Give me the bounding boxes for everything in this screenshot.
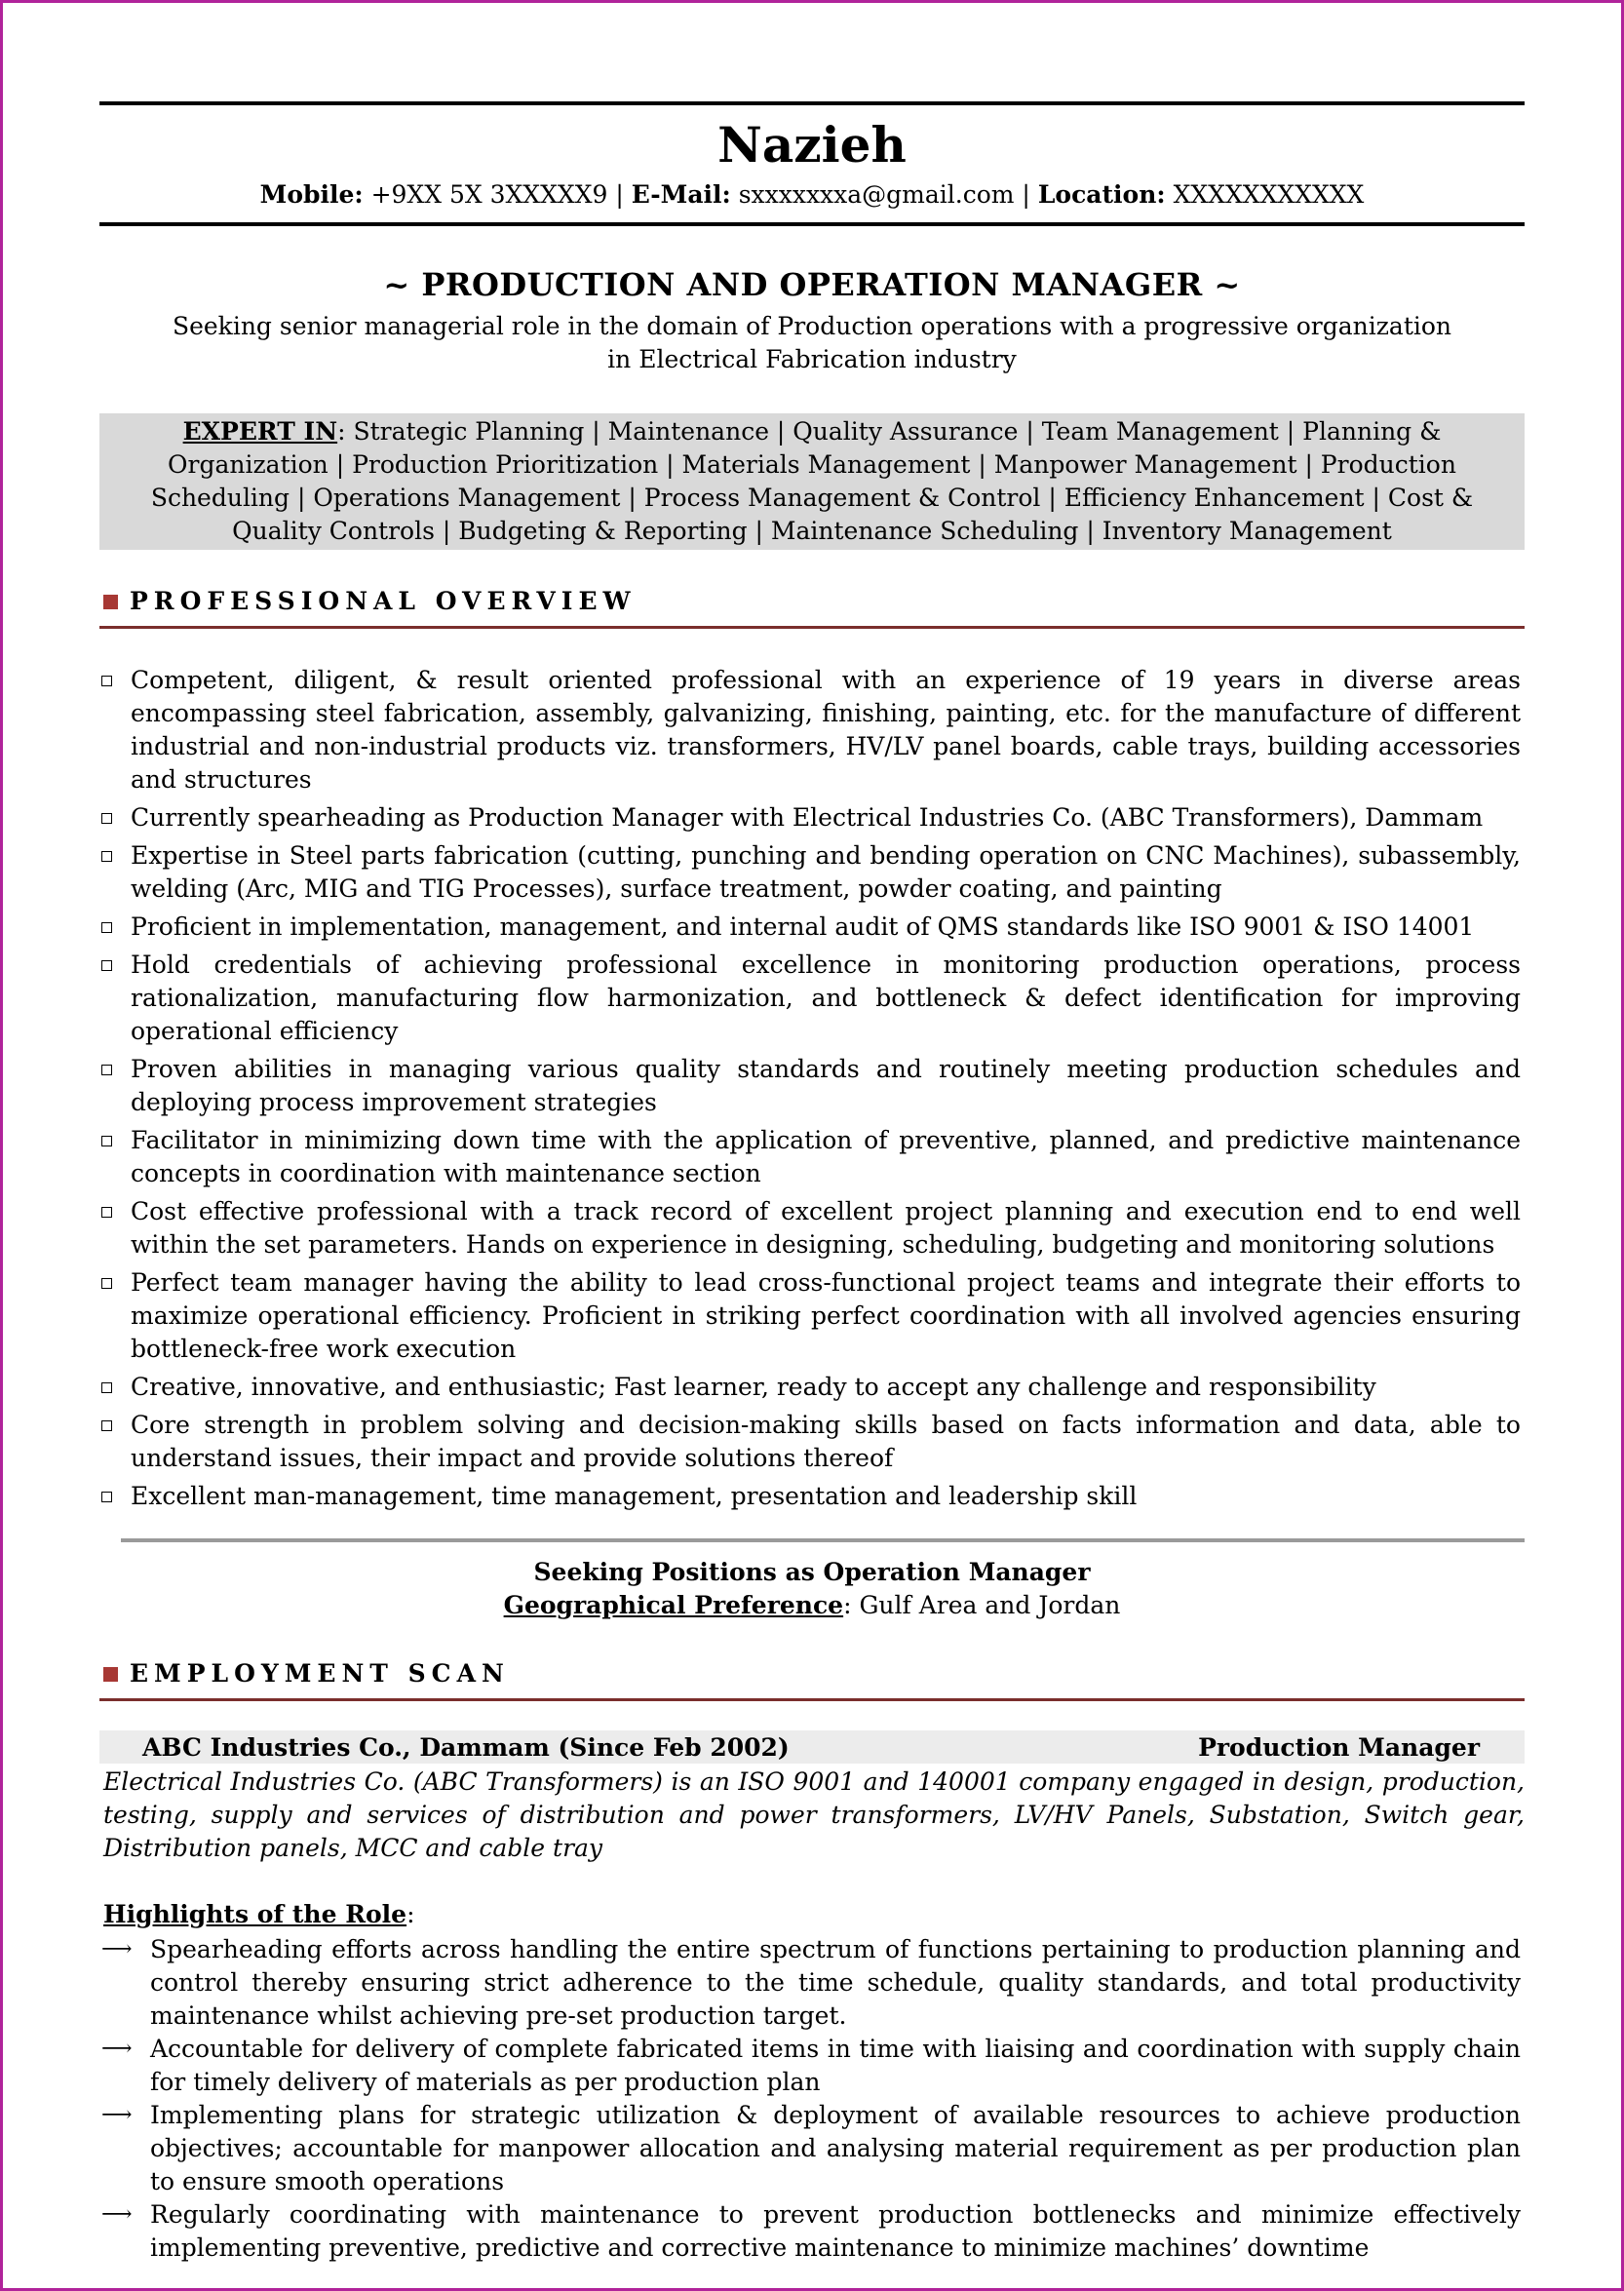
email-label: E-Mail: <box>631 180 731 209</box>
arrow-bullet-icon: ⟶ <box>101 1937 133 1961</box>
expert-in-box: EXPERT IN: Strategic Planning | Maintenance | Quality Assurance | Team Management | Planning & Organization | Production Prioritization | Materials Management | Manpower Management | Production Scheduling | Operations Management | Process Management & Control | Efficiency Enhancement | Cost & Quality Controls | Budgeting & Reporting | Maintenance Scheduling | Inventory Management <box>99 413 1525 550</box>
mobile-label: Mobile: <box>259 180 364 209</box>
section-square-icon <box>103 595 118 609</box>
mobile-value: +9XX 5X 3XXXXX9 <box>370 180 608 209</box>
geo-label: Geographical Preference <box>503 1591 844 1619</box>
square-bullet-icon <box>101 813 112 824</box>
list-item <box>121 801 1521 835</box>
list-item-text: Currently spearheading as Production Manager with Electrical Industries Co. (ABC Transformers), Dammam <box>131 803 1484 832</box>
job-row <box>99 1730 1525 1764</box>
square-bullet-icon <box>101 676 112 686</box>
list-item-text: Competent, diligent, & result oriented professional with an experience of 19 years in diverse areas encompassing steel fabrication, assembly, galvanizing, finishing, painting, etc. for the manufacture of different industrial and non-industrial products viz. transformers, HV/LV panel boards, cable trays, building accessories and structures <box>131 666 1521 794</box>
list-item <box>101 1933 1521 2033</box>
list-item-text: Accountable for delivery of complete fabricated items in time with liaising and coordination with supply chain for timely delivery of materials as per production plan <box>150 2035 1521 2096</box>
list-item-text: Excellent man-management, time management, presentation and leadership skill <box>131 1482 1138 1510</box>
role-title: Production Manager <box>1198 1732 1480 1762</box>
square-bullet-icon <box>101 851 112 862</box>
list-item-text: Proficient in implementation, management, and internal audit of QMS standards like ISO 9001 & ISO 14001 <box>131 913 1475 941</box>
list-item-text: Cost effective professional with a track record of excellent project planning and execution end to end well within the set parameters. Hands on experience in designing, scheduling, budgeting and monitoring solutions <box>131 1197 1521 1259</box>
list-item-text: Expertise in Steel parts fabrication (cutting, punching and bending operation on CNC Machines), subassembly, welding (Arc, MIG and TIG Processes), surface treatment, powder coating, and painting <box>131 841 1521 903</box>
list-item <box>121 1053 1521 1119</box>
section-heading-employment <box>99 1657 1525 1690</box>
candidate-name: Nazieh <box>717 116 907 174</box>
seeking-positions: Seeking Positions as Operation Manager <box>533 1558 1091 1586</box>
list-item <box>121 1124 1521 1190</box>
email-value: sxxxxxxxa@gmail.com <box>738 180 1015 209</box>
resume-page <box>99 101 1525 2265</box>
square-bullet-icon <box>101 1492 112 1502</box>
location-label: Location: <box>1037 180 1166 209</box>
square-bullet-icon <box>101 1278 112 1289</box>
section-rule <box>99 1698 1525 1701</box>
list-item <box>121 1195 1521 1262</box>
arrow-bullet-icon: ⟶ <box>101 2037 133 2061</box>
list-item-text: Facilitator in minimizing down time with the application of preventive, planned, and predictive maintenance concepts in coordination with maintenance section <box>131 1126 1521 1187</box>
square-bullet-icon <box>101 922 112 933</box>
square-bullet-icon <box>101 1420 112 1431</box>
list-item-text: Regularly coordinating with maintenance to prevent production bottlenecks and minimize effectively implementing preventive, predictive and corrective maintenance to minimize machines’ downtime <box>150 2200 1521 2262</box>
list-item <box>121 911 1521 944</box>
contact-line <box>99 177 1525 213</box>
list-item-text: Hold credentials of achieving professional excellence in monitoring production operations, process rationalization, manufacturing flow harmonization, and bottleneck & defect identification for improving operational efficiency <box>131 951 1521 1045</box>
header-bottom-rule <box>99 222 1525 226</box>
list-item <box>101 2033 1521 2099</box>
location-value: XXXXXXXXXXX <box>1173 180 1365 209</box>
section-heading-overview <box>99 585 1525 618</box>
expert-in-label: EXPERT IN <box>182 417 338 446</box>
list-item <box>121 1409 1521 1475</box>
square-bullet-icon <box>101 1382 112 1393</box>
arrow-bullet-icon: ⟶ <box>101 2103 133 2127</box>
divider <box>121 1538 1525 1542</box>
list-item <box>121 1480 1521 1513</box>
list-item-text: Creative, innovative, and enthusiastic; Fast learner, ready to accept any challenge and responsibility <box>131 1373 1376 1401</box>
list-item <box>101 2099 1521 2198</box>
highlights-colon: : <box>406 1900 415 1928</box>
job-title: ~ PRODUCTION AND OPERATION MANAGER ~ <box>383 266 1241 303</box>
header-top-rule <box>99 101 1525 105</box>
list-item-text: Proven abilities in managing various quality standards and routinely meeting production schedules and deploying process improvement strategies <box>131 1055 1521 1116</box>
arrow-bullet-icon: ⟶ <box>101 2202 133 2227</box>
list-item-text: Spearheading efforts across handling the entire spectrum of functions pertaining to production planning and control thereby ensuring strict adherence to the time schedule, quality standards, and total productivity maintenance whilst achieving pre-set production target. <box>150 1935 1521 2030</box>
company-description: Electrical Industries Co. (ABC Transformers) is an ISO 9001 and 140001 company engaged in design, production, testing, supply and services of distribution and power transformers, LV/HV Panels, Substation, Switch gear, Distribution panels, MCC and cable tray <box>103 1767 1525 1862</box>
section-title: PROFESSIONAL OVERVIEW <box>130 587 637 615</box>
square-bullet-icon <box>101 960 112 971</box>
expert-skills: Strategic Planning | Maintenance | Quality Assurance | Team Management | Planning & Organization | Production Prioritization | Materials Management | Manpower Management | Production Scheduling | Operations Management | Process Management & Control | Efficiency Enhancement | Cost & Quality Controls | Budgeting & Reporting | Maintenance Scheduling | Inventory Management <box>150 417 1474 545</box>
list-item <box>121 664 1521 796</box>
list-item-text: Core strength in problem solving and decision-making skills based on facts information and data, able to understand issues, their impact and provide solutions thereof <box>131 1411 1521 1472</box>
square-bullet-icon <box>101 1065 112 1075</box>
section-title: EMPLOYMENT SCAN <box>130 1659 510 1688</box>
square-bullet-icon <box>101 1207 112 1218</box>
list-item <box>121 1371 1521 1404</box>
list-item <box>101 2198 1521 2265</box>
list-item-text: Implementing plans for strategic utilization & deployment of available resources to achieve production objectives; accountable for manpower allocation and analysing material requirement as per production plan to ensure smooth operations <box>150 2101 1521 2195</box>
section-square-icon <box>103 1667 118 1682</box>
highlights-list <box>99 1933 1521 2265</box>
overview-list <box>99 664 1521 1513</box>
company-name: ABC Industries Co., Dammam (Since Feb 2002) <box>142 1732 790 1762</box>
contact-separator: | <box>1022 180 1030 209</box>
geographical-preference <box>99 1589 1525 1622</box>
objective-statement: Seeking senior managerial role in the domain of Production operations with a progressive organization in Electrical Fabrication industry <box>172 312 1452 373</box>
contact-separator: | <box>615 180 624 209</box>
list-item <box>121 949 1521 1048</box>
highlights-heading <box>99 1898 1525 1931</box>
geo-value: : Gulf Area and Jordan <box>843 1591 1121 1619</box>
highlights-label: Highlights of the Role <box>103 1900 407 1928</box>
list-item <box>121 839 1521 906</box>
list-item-text: Perfect team manager having the ability to lead cross-functional project teams and integrate their efforts to maximize operational efficiency. Proficient in striking perfect coordination with all involved agencies ensuring bottleneck-free work execution <box>131 1268 1521 1363</box>
section-rule <box>99 626 1525 629</box>
list-item <box>121 1266 1521 1366</box>
square-bullet-icon <box>101 1136 112 1146</box>
